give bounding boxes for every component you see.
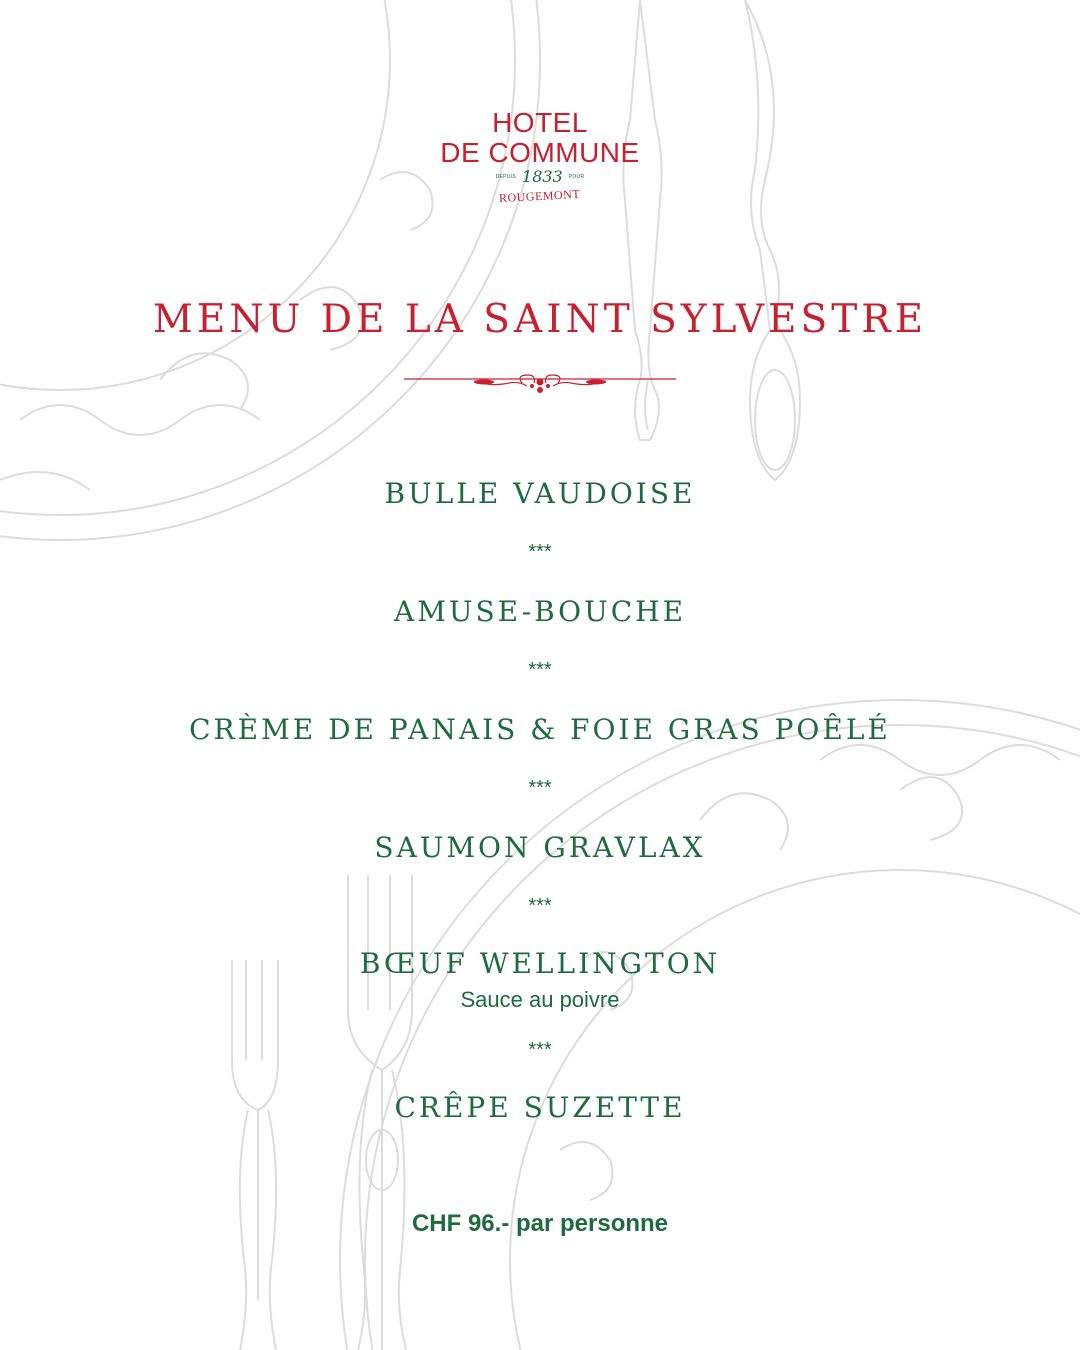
course-creme-de-panais: CRÈME DE PANAIS & FOIE GRAS POÊLÉ [189, 713, 891, 746]
course-separator: *** [528, 895, 552, 917]
logo-year: 1833 [522, 167, 563, 186]
course-saumon-gravlax: SAUMON GRAVLAX [374, 831, 706, 864]
course-crepe-suzette: CRÊPE SUZETTE [394, 1091, 686, 1124]
spoon-icon [745, 0, 800, 480]
fork-icon [232, 960, 278, 1350]
course-amuse-bouche: AMUSE-BOUCHE [393, 595, 687, 628]
price-per-person: CHF 96.- par personne [411, 1210, 669, 1237]
logo-place: ROUGEMONT [499, 186, 581, 206]
course-boeuf-wellington: BŒUF WELLINGTON [359, 947, 721, 980]
plate-icon [0, 0, 540, 540]
ornament-divider [404, 372, 676, 396]
course-separator: *** [528, 777, 552, 799]
hotel-logo [0, 108, 1080, 204]
logo-since-right: POUR [568, 174, 585, 180]
course-separator: *** [528, 659, 552, 681]
logo-year-row [0, 169, 1080, 185]
course-separator: *** [528, 541, 552, 563]
logo-line-de-commune: DE COMMUNE [440, 137, 640, 168]
course-bulle-vaudoise: BULLE VAUDOISE [384, 477, 696, 510]
course-note-sauce: Sauce au poivre [460, 987, 620, 1012]
logo-since-left: DEPUIS [495, 174, 517, 180]
logo-line-hotel: HOTEL [492, 107, 588, 138]
menu-title: MENU DE LA SAINT SYLVESTRE [152, 297, 928, 342]
course-separator: *** [528, 1039, 552, 1061]
